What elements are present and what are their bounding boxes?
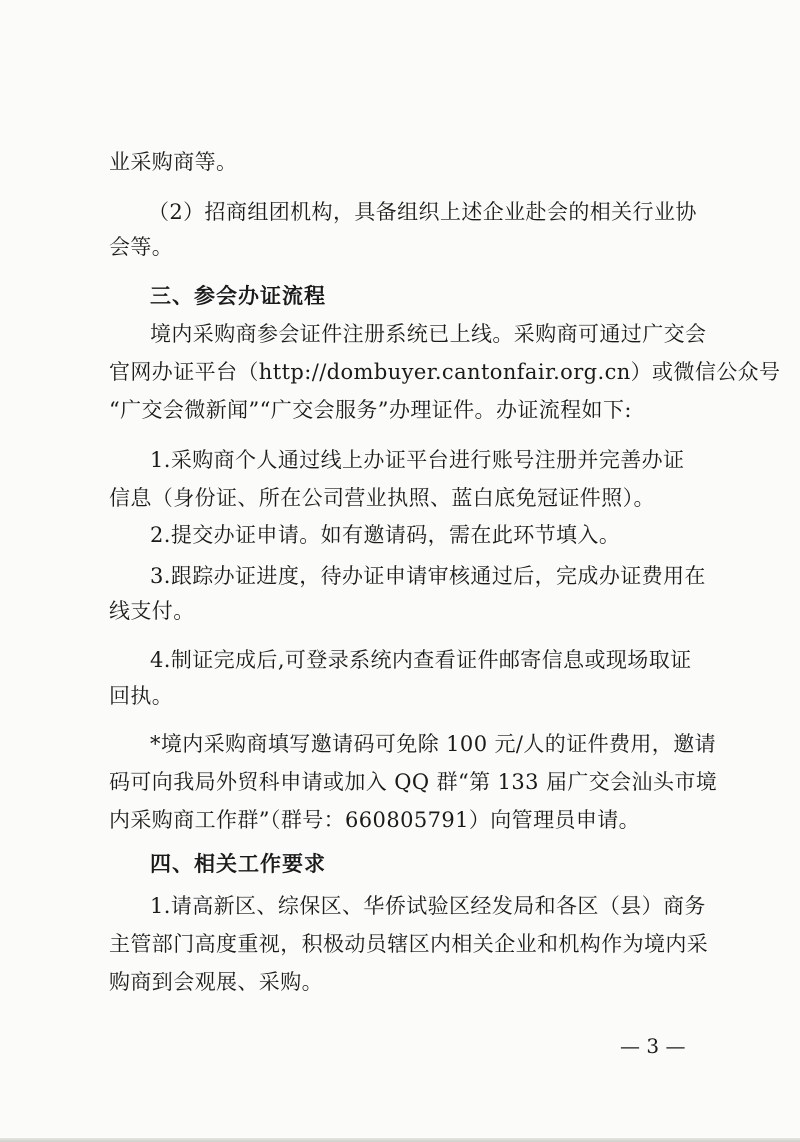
section-heading-4: 四、相关工作要求 [150,852,326,876]
paragraph-line: 境内采购商参会证件注册系统已上线。采购商可通过广交会 [150,322,707,346]
paragraph-line: 官网办证平台（http://dombuyer.cantonfair.org.cn）或微信公众号 [109,360,781,384]
paragraph-line: 1.请高新区、综保区、华侨试验区经发局和各区（县）商务 [150,894,706,918]
paragraph-line: 线支付。 [109,599,195,623]
paragraph-line: 信息（身份证、所在公司营业执照、蓝白底免冠证件照）。 [109,486,655,510]
paragraph-line: 1.采购商个人通过线上办证平台进行账号注册并完善办证 [150,448,685,472]
page-number: — 3 — [620,1034,686,1058]
note-line: *境内采购商填写邀请码可免除 100 元/人的证件费用，邀请 [150,732,717,756]
note-line: 内采购商工作群”（群号：660805791）向管理员申请。 [109,808,641,832]
paragraph-line: 2.提交办证申请。如有邀请码，需在此环节填入。 [150,523,621,547]
paragraph-line: 3.跟踪办证进度，待办证申请审核通过后，完成办证费用在 [150,564,706,588]
paragraph-line: “广交会微新闻”“广交会服务”办理证件。办证流程如下: [109,398,632,422]
paragraph-line: 回执。 [109,684,174,708]
paragraph-line: （2）招商组团机构，具备组织上述企业赴会的相关行业协 [148,200,697,224]
section-heading-3: 三、参会办证流程 [150,284,326,308]
paragraph-line: 会等。 [109,235,174,259]
note-line: 码可向我局外贸科申请或加入 QQ 群“第 133 届广交会汕头市境 [109,770,718,794]
paragraph-line: 主管部门高度重视，积极动员辖区内相关企业和机构作为境内采 [109,932,709,956]
scan-bottom-edge [0,1138,800,1142]
paragraph-line: 业采购商等。 [109,150,238,174]
paragraph-line: 购商到会观展、采购。 [109,970,323,994]
paragraph-line: 4.制证完成后,可登录系统内查看证件邮寄信息或现场取证 [150,648,692,672]
